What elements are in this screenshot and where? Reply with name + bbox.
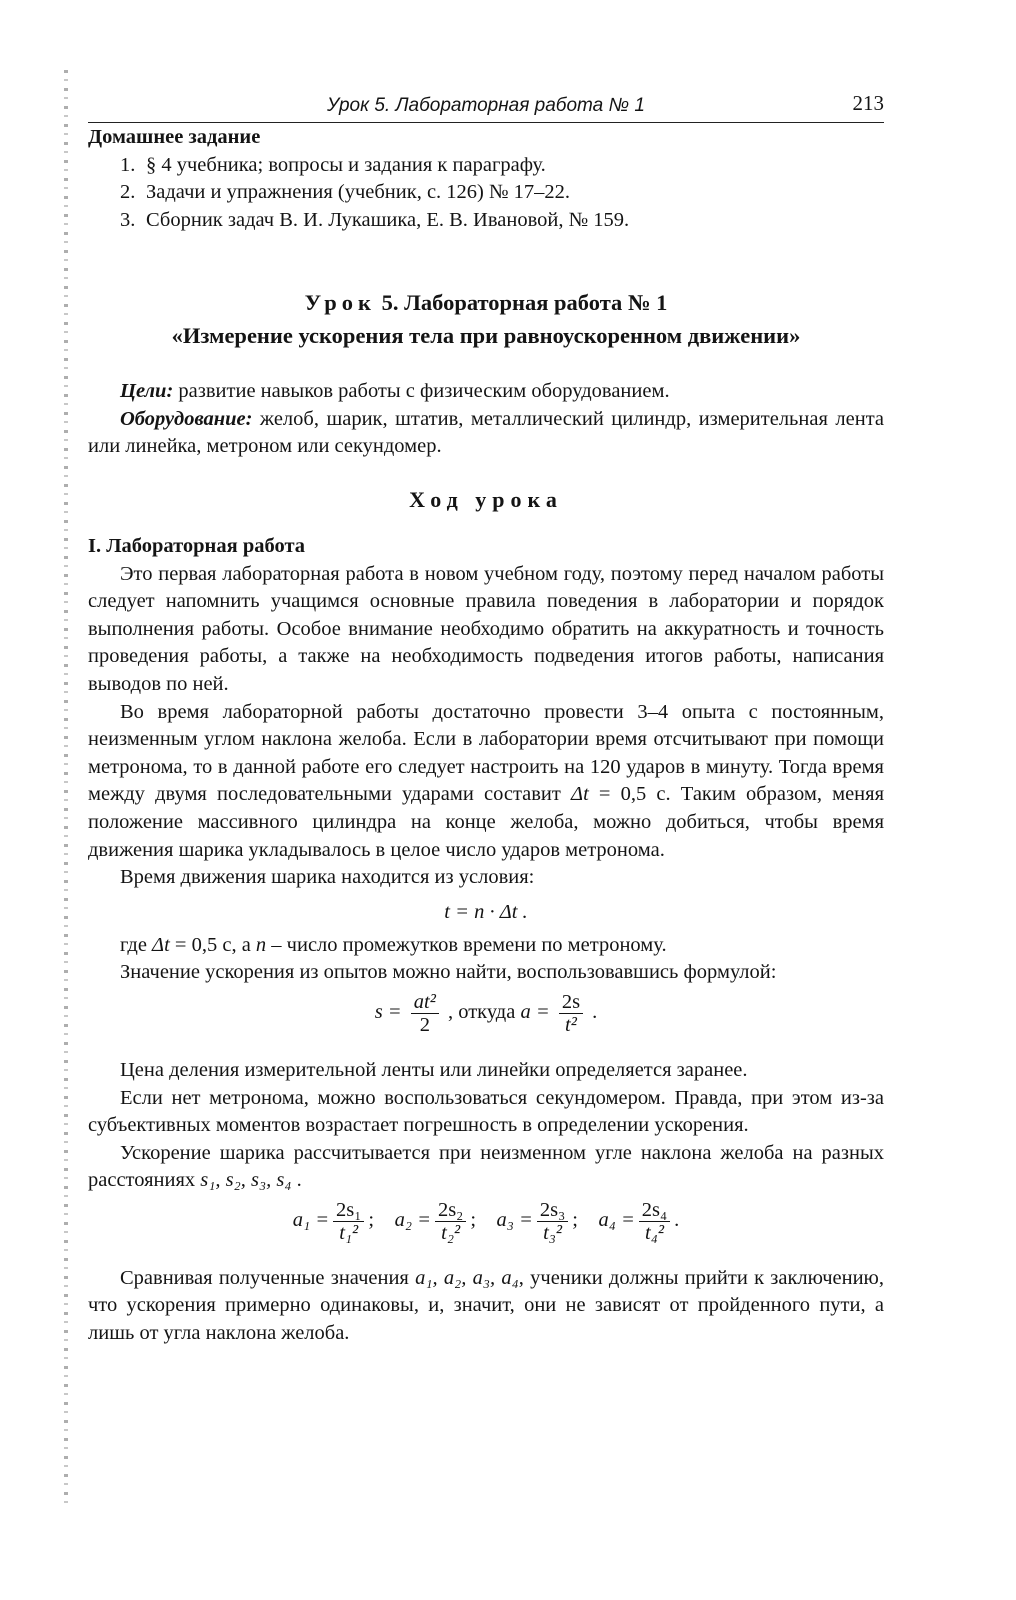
formula-separator: ; xyxy=(470,1209,477,1232)
fraction-numerator: 2s₂ xyxy=(435,1199,466,1222)
fraction-at2-over-2 xyxy=(411,991,439,1036)
fraction-numerator: 2s₁ xyxy=(333,1199,364,1222)
paragraph-4-text-cont: = 0,5 с, а xyxy=(169,933,256,956)
paragraph-2-text-cont: = 0,5 с. Таким образом, меняя положение массивного цилиндра на конце желоба, можно добиться, чтобы время движения шарика укладывалось в целое число ударов метронома. xyxy=(88,783,885,861)
n-symbol: n xyxy=(255,933,267,956)
acceleration-variables: a₁, a₂, a₃, a₄ xyxy=(415,1266,519,1289)
formula-s-lhs: s = xyxy=(374,1001,402,1024)
lesson-title-rest: 5. Лабораторная работа № 1 xyxy=(381,290,668,315)
section-lab-work xyxy=(88,533,884,1348)
fraction-numerator: 2s₄ xyxy=(639,1199,670,1222)
formula-a4 xyxy=(598,1198,680,1244)
delta-t-symbol: Δt xyxy=(152,933,170,956)
paragraph-8-end: . xyxy=(291,1169,302,1192)
paragraph-9 xyxy=(88,1265,884,1348)
lesson-title-prefix: Урок xyxy=(304,290,376,315)
homework-item-number: 1. xyxy=(120,153,136,176)
paragraph-8-text: Ускорение шарика рассчитывается при неизменном угле наклона желоба на разных расстояниях xyxy=(88,1141,884,1192)
formula-separator: . xyxy=(674,1209,680,1232)
paragraph-2 xyxy=(88,699,884,865)
goals-text: развитие навыков работы с физическим оборудованием. xyxy=(173,380,670,402)
formula-separator: ; xyxy=(572,1209,578,1232)
section-heading: I. Лабораторная работа xyxy=(88,535,306,557)
fraction xyxy=(639,1199,670,1244)
fraction xyxy=(537,1199,568,1244)
page-number: 213 xyxy=(852,91,884,115)
formula-acceleration xyxy=(88,987,884,1057)
course-heading: Ход урока xyxy=(409,487,563,512)
fraction-numerator: at² xyxy=(411,991,439,1014)
running-header xyxy=(88,88,884,123)
homework-item-text: § 4 учебника; вопросы и задания к параграфу. xyxy=(146,153,546,176)
homework-item xyxy=(88,179,884,207)
homework-block xyxy=(88,124,884,234)
equipment-text: желоб, шарик, штатив, металлический цилиндр, измерительная лента или линейка, метроном или секундомер. xyxy=(88,407,884,458)
formula-a3 xyxy=(496,1198,578,1244)
distance-variables: s₁, s₂, s₃, s₄ xyxy=(200,1169,292,1192)
fraction xyxy=(333,1199,364,1244)
fraction-denominator: t₃² xyxy=(543,1221,563,1244)
formula-accelerations-set xyxy=(88,1195,884,1265)
fraction-numerator: 2s xyxy=(559,991,583,1014)
scan-binding-edge xyxy=(64,70,68,1510)
formula-lhs: a₂ = xyxy=(394,1209,431,1232)
formula-a1 xyxy=(292,1198,375,1244)
formula-separator: ; xyxy=(368,1209,375,1232)
formula-lhs: a₁ = xyxy=(292,1209,330,1232)
goals-label: Цели: xyxy=(120,380,174,402)
paragraph-9-text-cont: , ученики должны прийти к заключению, что ускорения примерно одинаковы, и, значит, они не зависят от пройденного пути, а лишь от угла наклона желоба. xyxy=(88,1266,884,1345)
lesson-goals xyxy=(88,378,884,461)
delta-t-symbol: Δt xyxy=(571,783,589,806)
fraction-denominator: t₂² xyxy=(441,1221,461,1244)
formula-a-lhs: a = xyxy=(520,1001,550,1024)
formula-end-dot: . xyxy=(592,1001,598,1024)
homework-item-number: 3. xyxy=(120,208,136,231)
fraction-2s-over-t2 xyxy=(559,991,583,1036)
homework-item-number: 2. xyxy=(120,181,136,204)
paragraph-1: Это первая лабораторная работа в новом учебном году, поэтому перед началом работы следует напомнить учащимся основные правила поведения в лаборатории и порядок выполнения работы. Особое внимание необходимо обратить на аккуратность и точность проведения работы, а также на необходимость подведения итогов работы, написания выводов по ней. xyxy=(88,562,884,695)
formula-lhs: a₄ = xyxy=(598,1209,635,1232)
homework-item xyxy=(88,152,884,180)
lesson-title-block xyxy=(88,286,884,352)
paragraph-6: Цена деления измерительной ленты или линейки определяется заранее. xyxy=(120,1058,748,1081)
formula-a2 xyxy=(394,1198,477,1244)
fraction-denominator: 2 xyxy=(419,1013,430,1036)
homework-item-text: Сборник задач В. И. Лукашика, Е. В. Ивановой, № 159. xyxy=(146,208,630,231)
formula-lhs: a₃ = xyxy=(496,1209,533,1232)
paragraph-5: Значение ускорения из опытов можно найти, воспользовавшись формулой: xyxy=(120,961,777,984)
homework-item-text: Задачи и упражнения (учебник, с. 126) № 17–22. xyxy=(146,181,571,204)
paragraph-4-text: где xyxy=(120,933,153,956)
paragraph-8 xyxy=(88,1140,884,1195)
lesson-subtitle: «Измерение ускорения тела при равноускоренном движении» xyxy=(171,323,801,348)
goals-paragraph xyxy=(88,378,884,406)
fraction-denominator: t₁² xyxy=(339,1221,359,1244)
paragraph-3: Время движения шарика находится из условия: xyxy=(120,866,535,889)
book-page xyxy=(88,0,884,1600)
paragraph-9-text: Сравнивая полученные значения xyxy=(120,1266,416,1289)
equipment-label: Оборудование: xyxy=(120,407,253,430)
homework-title: Домашнее задание xyxy=(88,126,261,148)
paragraph-7: Если нет метронома, можно воспользоваться секундомером. Правда, при этом из-за субъективных моментов возрастает погрешность в определении ускорения. xyxy=(88,1086,884,1137)
running-header-title: Урок 5. Лабораторная работа № 1 xyxy=(327,95,645,116)
paragraph-4-text-end: – число промежутков времени по метроному. xyxy=(266,933,667,956)
formula-connector: , откуда xyxy=(447,1001,516,1024)
homework-item xyxy=(88,207,884,235)
paragraph-4 xyxy=(88,932,884,960)
paragraph-2-text: Во время лабораторной работы достаточно провести 3–4 опыта с постоянным, неизменным углом наклона желоба. Если в лаборатории время отсчитывают при помощи метронома, то в данной работе его следует настроить на 120 ударов в минуту. Тогда время между двумя последовательными ударами составит xyxy=(88,700,884,806)
lesson-title xyxy=(88,286,884,319)
fraction-numerator: 2s₃ xyxy=(537,1199,568,1222)
equipment-paragraph xyxy=(88,406,884,461)
fraction xyxy=(435,1199,466,1244)
formula-time: t = n · Δt . xyxy=(444,900,528,923)
fraction-denominator: t² xyxy=(565,1013,577,1036)
fraction-denominator: t₄² xyxy=(645,1221,664,1244)
